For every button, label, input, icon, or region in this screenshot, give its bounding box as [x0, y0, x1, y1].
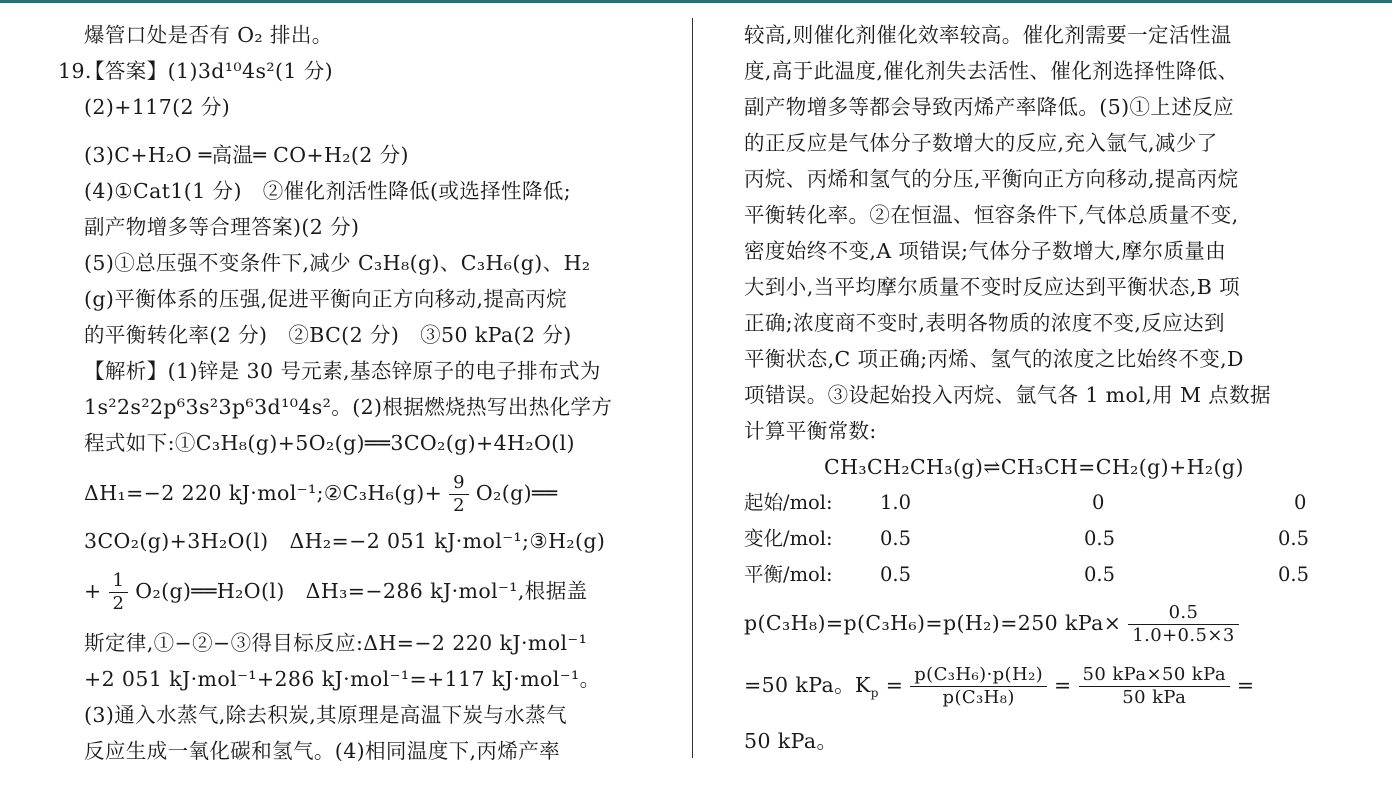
- pressure-equation: [744, 602, 1239, 647]
- text-line: 计算平衡常数:: [744, 419, 877, 443]
- text-line: 反应生成一氧化碳和氢气。(4)相同温度下,丙烯产率: [84, 739, 561, 763]
- analysis-heading-line: 【解析】(1)锌是 30 号元素,基态锌原子的电子排布式为: [84, 359, 601, 383]
- fraction-numerator: 9: [449, 472, 469, 495]
- text-line: 项错误。③设起始投入丙烷、氩气各 1 mol,用 M 点数据: [744, 383, 1271, 407]
- text-line: (4)①Cat1(1 分) ②催化剂活性降低(或选择性降低;: [84, 179, 572, 203]
- text-line: 平衡状态,C 项正确;丙烯、氢气的浓度之比始终不变,D: [744, 347, 1244, 371]
- kp-equation: [744, 664, 1254, 709]
- fraction-denominator: 2: [453, 495, 465, 516]
- text-line: 大到小,当平均摩尔质量不变时反应达到平衡状态,B 项: [744, 275, 1241, 299]
- text-line: 1s²2s²2p⁶3s²3p⁶3d¹⁰4s²。(2)根据燃烧热写出热化学方: [84, 395, 613, 419]
- fraction-denominator: p(C₃H₈): [942, 687, 1015, 708]
- equation-line: [84, 472, 558, 517]
- text-line: 斯定律,①−②−③得目标反应:ΔH=−2 220 kJ·mol⁻¹: [84, 631, 588, 655]
- fraction: [109, 570, 129, 615]
- question-19-answer: [58, 56, 334, 86]
- text-line: (g)平衡体系的压强,促进平衡向正方向移动,提高丙烷: [84, 287, 568, 311]
- equation-line: [84, 570, 588, 615]
- row-label: 变化/mol:: [744, 527, 833, 550]
- fraction-denominator: 50 kPa: [1122, 687, 1187, 708]
- fraction-numerator: 0.5: [1128, 602, 1238, 625]
- cell: 0.5: [1278, 527, 1310, 550]
- cell: 0: [1092, 491, 1105, 514]
- text-line: (5)①总压强不变条件下,减少 C₃H₈(g)、C₃H₆(g)、H₂: [84, 251, 591, 275]
- text-line: 副产物增多等合理答案)(2 分): [84, 215, 360, 239]
- text-line: 正确;浓度商不变时,表明各物质的浓度不变,反应达到: [744, 311, 1225, 335]
- equation-part: =: [1236, 673, 1255, 697]
- text-line: 密度始终不变,A 项错误;气体分子数增大,摩尔质量由: [744, 239, 1227, 263]
- question-number: 19.: [58, 59, 92, 83]
- equation-part: =: [885, 673, 904, 697]
- cell: 0.5: [880, 527, 912, 550]
- row-label: 平衡/mol:: [744, 563, 833, 586]
- fraction-numerator: 1: [109, 570, 129, 593]
- equation-part: ΔH₁=−2 220 kJ·mol⁻¹;②C₃H₆(g)+: [84, 481, 443, 505]
- fraction-denominator: 1.0+0.5×3: [1132, 625, 1235, 646]
- fraction: [1079, 664, 1230, 709]
- fraction: [910, 664, 1047, 709]
- text-line: 3CO₂(g)+3H₂O(l) ΔH₂=−2 051 kJ·mol⁻¹;③H₂(g): [84, 529, 606, 553]
- cell: 0.5: [1084, 563, 1116, 586]
- text-line: 的正反应是气体分子数增大的反应,充入氩气,减少了: [744, 131, 1218, 155]
- fraction: [1128, 602, 1238, 647]
- text-line: (3)C+H₂O ═高温═ CO+H₂(2 分): [84, 143, 409, 167]
- reaction-equation: CH₃CH₂CH₃(g)⇌CH₃CH=CH₂(g)+H₂(g): [824, 455, 1244, 479]
- equation-part: =: [1054, 673, 1072, 697]
- equation-part: +: [84, 579, 102, 603]
- text-line: 平衡转化率。②在恒温、恒容条件下,气体总质量不变,: [744, 203, 1239, 227]
- equation-part: O₂(g)══H₂O(l) ΔH₃=−286 kJ·mol⁻¹,根据盖: [135, 579, 588, 603]
- text-line: 50 kPa。: [744, 729, 838, 753]
- text-line: 副产物增多等都会导致丙烯产率降低。(5)①上述反应: [744, 95, 1235, 119]
- cell: 0.5: [1084, 527, 1116, 550]
- answer-line: 【答案】(1)3d¹⁰4s²(1 分): [84, 59, 334, 83]
- text-line: 爆管口处是否有 O₂ 排出。: [84, 23, 333, 47]
- subscript: p: [870, 686, 879, 701]
- column-divider: [692, 18, 693, 758]
- fraction-numerator: p(C₃H₆)·p(H₂): [910, 664, 1047, 687]
- text-line: (3)通入水蒸气,除去积炭,其原理是高温下炭与水蒸气: [84, 703, 567, 727]
- cell: 0: [1294, 491, 1307, 514]
- cell: 1.0: [880, 491, 912, 514]
- text-line: 度,高于此温度,催化剂失去活性、催化剂选择性降低、: [744, 59, 1239, 83]
- text-line: 程式如下:①C₃H₈(g)+5O₂(g)══3CO₂(g)+4H₂O(l): [84, 431, 575, 455]
- text-line: 较高,则催化剂催化效率较高。催化剂需要一定活性温: [744, 23, 1232, 47]
- cell: 0.5: [1278, 563, 1310, 586]
- fraction-numerator: 50 kPa×50 kPa: [1079, 664, 1230, 687]
- row-label: 起始/mol:: [744, 491, 833, 514]
- text-line: +2 051 kJ·mol⁻¹+286 kJ·mol⁻¹=+117 kJ·mol⁻¹。: [84, 667, 601, 691]
- fraction: [449, 472, 469, 517]
- cell: 0.5: [880, 563, 912, 586]
- top-border: [0, 0, 1392, 3]
- text-line: 丙烷、丙烯和氢气的分压,平衡向正方向移动,提高丙烷: [744, 167, 1239, 191]
- equation-part: =50 kPa。K: [744, 673, 871, 697]
- text-line: 的平衡转化率(2 分) ②BC(2 分) ③50 kPa(2 分): [84, 323, 572, 347]
- equation-part: O₂(g)══: [475, 481, 558, 505]
- fraction-denominator: 2: [112, 593, 125, 614]
- text-line: (2)+117(2 分): [84, 95, 231, 119]
- equation-part: p(C₃H₈)=p(C₃H₆)=p(H₂)=250 kPa×: [744, 611, 1122, 635]
